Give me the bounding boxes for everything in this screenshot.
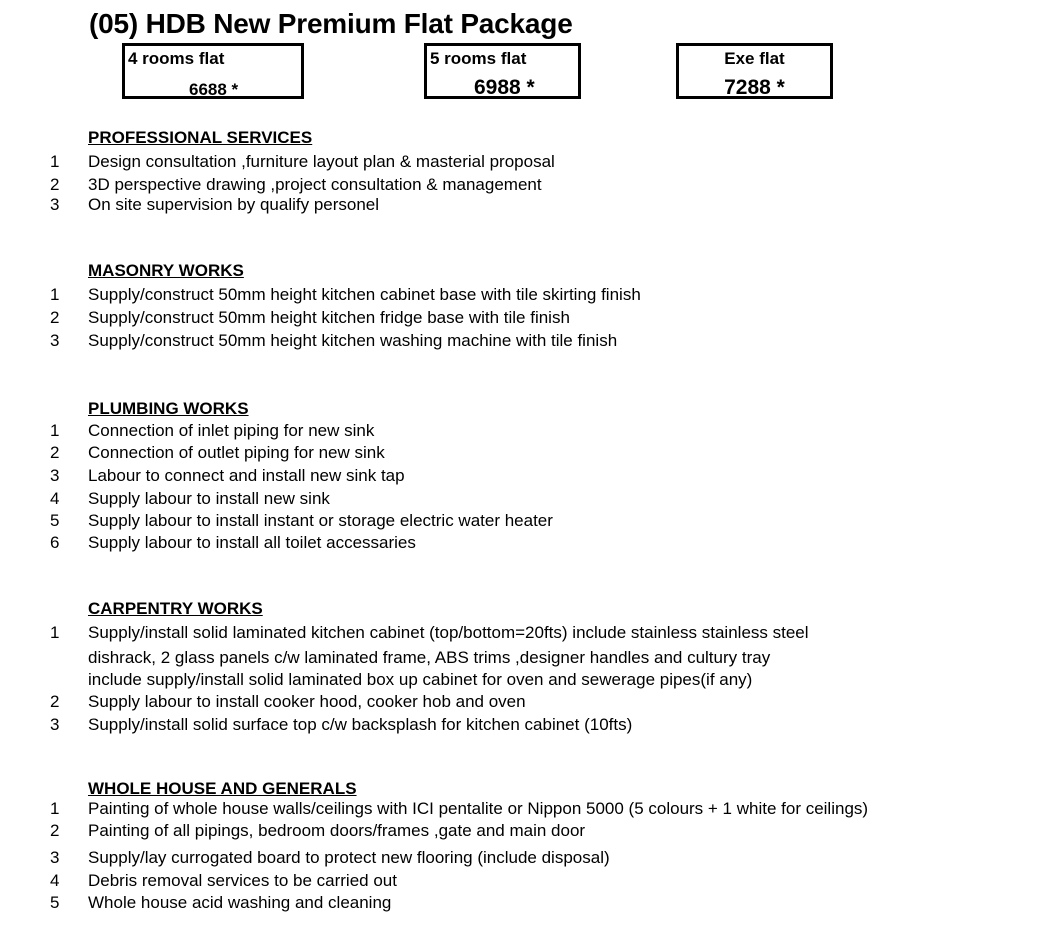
- item-text: Supply/construct 50mm height kitchen washing machine with tile finish: [88, 331, 618, 350]
- item-text: Connection of outlet piping for new sink: [88, 443, 385, 462]
- item-text: Connection of inlet piping for new sink: [88, 421, 375, 440]
- item-number: 1: [50, 421, 60, 440]
- item-text: Supply labour to install all toilet accessaries: [88, 533, 416, 552]
- section-heading-professional: PROFESSIONAL SERVICES: [88, 128, 313, 147]
- item-text: Supply/lay currogated board to protect new flooring (include disposal): [88, 848, 610, 867]
- package-price: 6688 *: [189, 80, 239, 99]
- item-text: Supply labour to install cooker hood, cooker hob and oven: [88, 692, 526, 711]
- item-text-continued: dishrack, 2 glass panels c/w laminated frame, ABS trims ,designer handles and cultury tray: [88, 648, 771, 667]
- item-number: 3: [50, 331, 60, 350]
- item-number: 1: [50, 799, 60, 818]
- item-text: Supply/construct 50mm height kitchen fridge base with tile finish: [88, 308, 570, 327]
- item-number: 2: [50, 443, 60, 462]
- item-text: Painting of whole house walls/ceilings with ICI pentalite or Nippon 5000 (5 colours + 1 white for ceilings): [88, 799, 869, 818]
- item-number: 2: [50, 821, 60, 840]
- item-text: Painting of all pipings, bedroom doors/frames ,gate and main door: [88, 821, 586, 840]
- item-text: Labour to connect and install new sink tap: [88, 466, 405, 485]
- section-heading-general: WHOLE HOUSE AND GENERALS: [88, 779, 357, 798]
- item-text: Supply/install solid laminated kitchen cabinet (top/bottom=20fts) include stainless stainless steel: [88, 623, 809, 642]
- package-name: Exe flat: [724, 49, 785, 68]
- item-number: 3: [50, 715, 60, 734]
- item-text: Debris removal services to be carried out: [88, 871, 397, 890]
- item-text-continued: include supply/install solid laminated box up cabinet for oven and sewerage pipes(if any): [88, 670, 753, 689]
- item-text: Supply/construct 50mm height kitchen cabinet base with tile skirting finish: [88, 285, 641, 304]
- page-title: (05) HDB New Premium Flat Package: [89, 8, 573, 39]
- item-number: 5: [50, 511, 60, 530]
- item-text: Design consultation ,furniture layout plan & masterial proposal: [88, 152, 555, 171]
- item-number: 1: [50, 623, 60, 642]
- item-text: Supply/install solid surface top c/w backsplash for kitchen cabinet (10fts): [88, 715, 633, 734]
- section-heading-masonry: MASONRY WORKS: [88, 261, 244, 280]
- package-box-4-rooms: [122, 43, 304, 99]
- item-number: 2: [50, 308, 60, 327]
- item-number: 5: [50, 893, 60, 912]
- item-number: 2: [50, 692, 60, 711]
- package-box-5-rooms: [424, 43, 581, 99]
- package-price: 6988 *: [474, 76, 535, 99]
- item-number: 3: [50, 195, 60, 214]
- section-heading-carpentry: CARPENTRY WORKS: [88, 599, 263, 618]
- item-number: 2: [50, 175, 60, 194]
- item-number: 3: [50, 848, 60, 867]
- item-text: 3D perspective drawing ,project consultation & management: [88, 175, 542, 194]
- package-name: 5 rooms flat: [430, 49, 527, 68]
- package-name: 4 rooms flat: [128, 49, 225, 68]
- item-text: Supply labour to install instant or storage electric water heater: [88, 511, 553, 530]
- item-number: 4: [50, 871, 60, 890]
- item-number: 3: [50, 466, 60, 485]
- item-number: 1: [50, 285, 60, 304]
- package-box-exe: [676, 43, 833, 99]
- package-price: 7288 *: [724, 76, 785, 99]
- item-text: Whole house acid washing and cleaning: [88, 893, 392, 912]
- item-text: On site supervision by qualify personel: [88, 195, 380, 214]
- item-number: 6: [50, 533, 60, 552]
- section-heading-plumbing: PLUMBING WORKS: [88, 399, 249, 418]
- item-number: 4: [50, 489, 60, 508]
- item-number: 1: [50, 152, 60, 171]
- item-text: Supply labour to install new sink: [88, 489, 330, 508]
